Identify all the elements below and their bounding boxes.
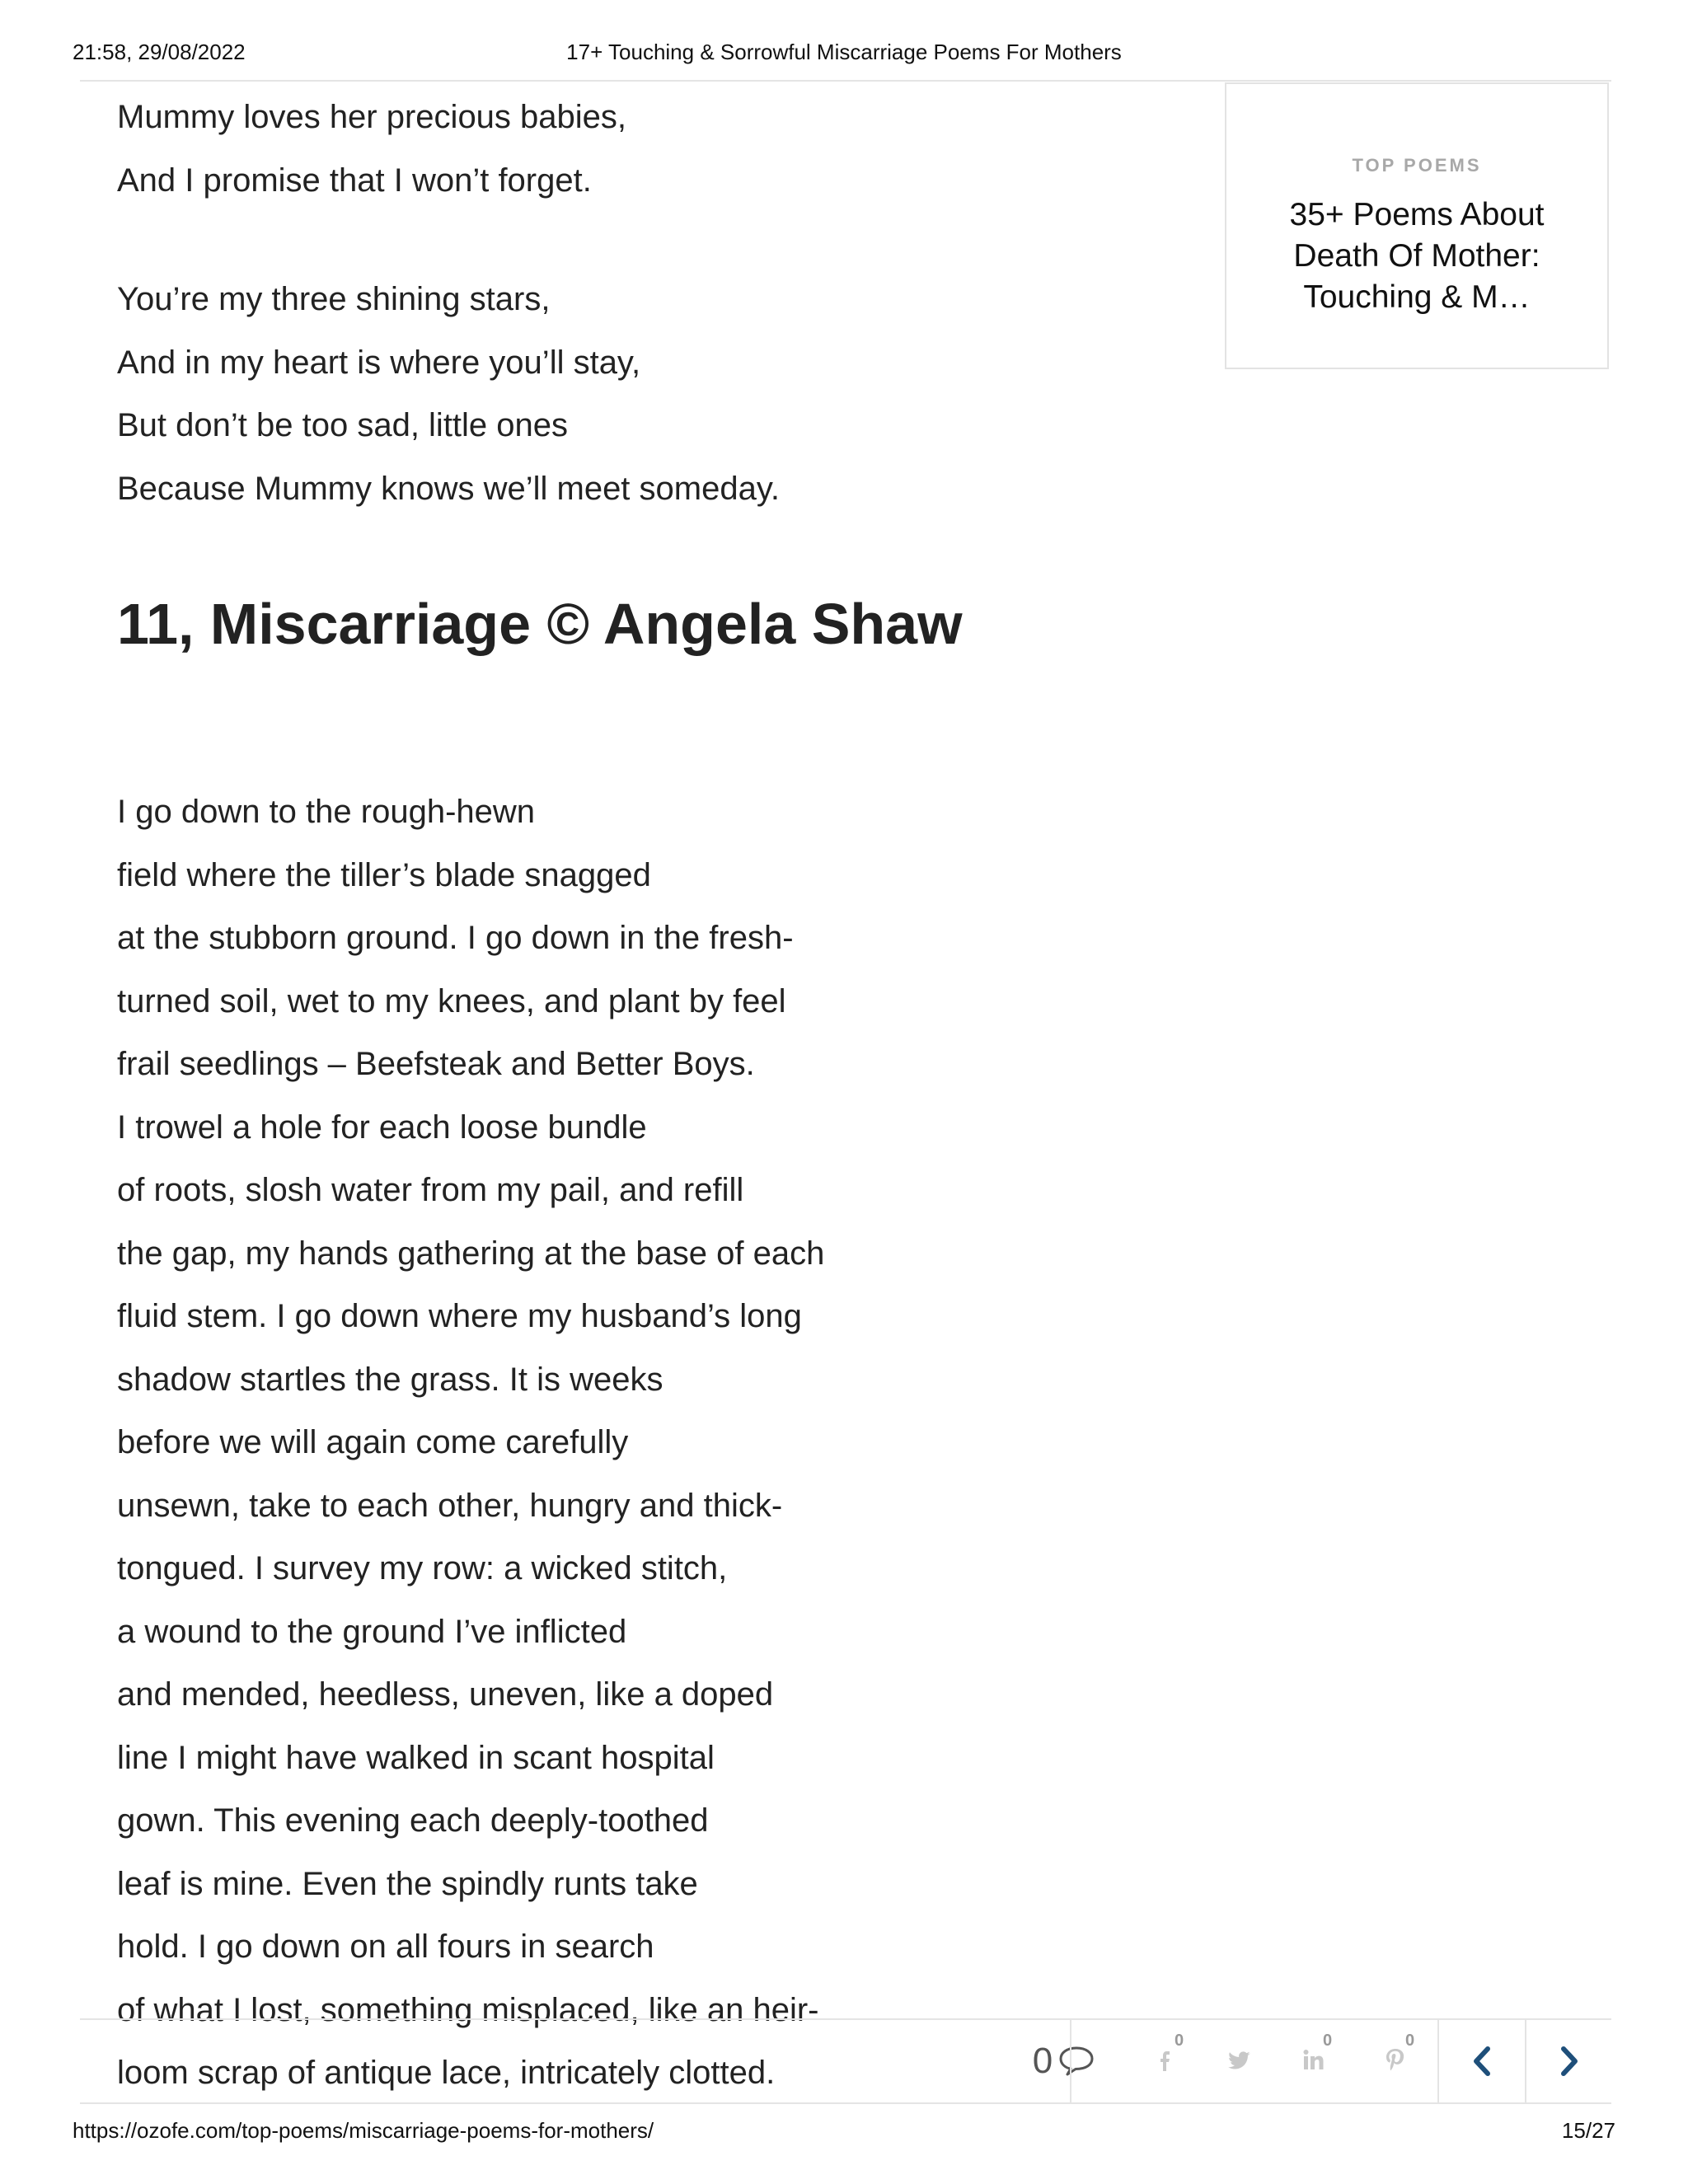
poem-line: leaf is mine. Even the spindly runts take	[117, 1865, 698, 1902]
previous-poem-stanza	[117, 86, 1172, 212]
print-timestamp: 21:58, 29/08/2022	[73, 40, 246, 64]
poem-line: Because Mummy knows we’ll meet someday.	[117, 470, 780, 507]
share-count: 0	[1323, 2032, 1333, 2050]
poem-line: loom scrap of antique lace, intricately clotted.	[117, 2055, 776, 2091]
poem-line: turned soil, wet to my knees, and plant by feel	[117, 982, 786, 1019]
poem-line: before we will again come carefully	[117, 1424, 629, 1460]
article-action-bar	[80, 2018, 1611, 2104]
share-pinterest-button[interactable]	[1357, 2020, 1432, 2102]
previous-poem-stanza	[117, 268, 1172, 520]
poem-line: line I might have walked in scant hospital	[117, 1739, 715, 1776]
poem-line: hold. I go down on all fours in search	[117, 1929, 654, 1965]
top-poems-widget	[1225, 82, 1609, 369]
share-facebook-button[interactable]	[1127, 2020, 1201, 2102]
poem-line: fluid stem. I go down where my husband’s long	[117, 1298, 802, 1334]
print-url: https://ozofe.com/top-poems/miscarriage-poems-for-mothers/	[73, 2118, 654, 2143]
twitter-icon	[1224, 2045, 1254, 2074]
poem-line: And in my heart is where you’ll stay,	[117, 344, 641, 381]
print-page-number: 15/27	[1561, 2118, 1615, 2143]
poem-line: You’re my three shining stars,	[117, 281, 551, 317]
action-divider	[1070, 2020, 1071, 2102]
comments-button[interactable]	[978, 2020, 1151, 2102]
share-count: 0	[1405, 2032, 1415, 2050]
poem-line: I go down to the rough-hewn	[117, 794, 536, 830]
article-content	[117, 86, 1172, 2091]
poem-line: frail seedlings – Beefsteak and Better Boys.	[117, 1046, 755, 1082]
poem-line: shadow startles the grass. It is weeks	[117, 1361, 663, 1398]
print-page-title: 17+ Touching & Sorrowful Miscarriage Poems For Mothers	[566, 40, 1122, 64]
stanza-gap	[117, 212, 1172, 268]
share-twitter-button[interactable]	[1201, 2020, 1275, 2102]
top-poems-label: TOP POEMS	[1352, 155, 1482, 176]
poem-line: a wound to the ground I’ve inflicted	[117, 1613, 627, 1650]
poem-line: of roots, slosh water from my pail, and refill	[117, 1172, 744, 1208]
share-linkedin-button[interactable]	[1275, 2020, 1349, 2102]
print-header	[73, 40, 1615, 69]
top-poem-link[interactable]: 35+ Poems About Death Of Mother: Touching & M…	[1289, 197, 1545, 315]
poem-line: Mummy loves her precious babies,	[117, 99, 627, 135]
poem-line: field where the tiller’s blade snagged	[117, 856, 651, 893]
poem-line: gown. This evening each deeply-toothed	[117, 1802, 709, 1839]
share-count: 0	[1175, 2032, 1184, 2050]
poem-line: and mended, heedless, uneven, like a doped	[117, 1676, 774, 1713]
poem-line: unsewn, take to each other, hungry and thick-	[117, 1487, 783, 1524]
previous-page-button[interactable]	[1439, 2020, 1525, 2102]
poem-body	[117, 780, 824, 2105]
print-footer	[73, 2118, 1615, 2148]
poem-line: I trowel a hole for each loose bundle	[117, 1108, 647, 1146]
top-divider	[80, 80, 1611, 82]
poem-heading: 11, Miscarriage © Angela Shaw	[117, 592, 963, 656]
chevron-left-icon	[1470, 2045, 1493, 2078]
chevron-right-icon	[1558, 2045, 1581, 2078]
poem-line: the gap, my hands gathering at the base of each	[117, 1235, 825, 1272]
comment-count: 0	[1032, 2041, 1053, 2081]
poem-line: But don’t be too sad, little ones	[117, 407, 569, 443]
poem-line: And I promise that I won’t forget.	[117, 162, 592, 199]
poem-line: tongued. I survey my row: a wicked stitch,	[117, 1550, 728, 1586]
poem-line: of what I lost, something misplaced, like an heir-	[117, 1991, 819, 2028]
speech-bubble-icon	[1057, 2045, 1095, 2078]
next-page-button[interactable]	[1526, 2020, 1612, 2102]
poem-line: at the stubborn ground. I go down in the fresh-	[117, 920, 794, 956]
